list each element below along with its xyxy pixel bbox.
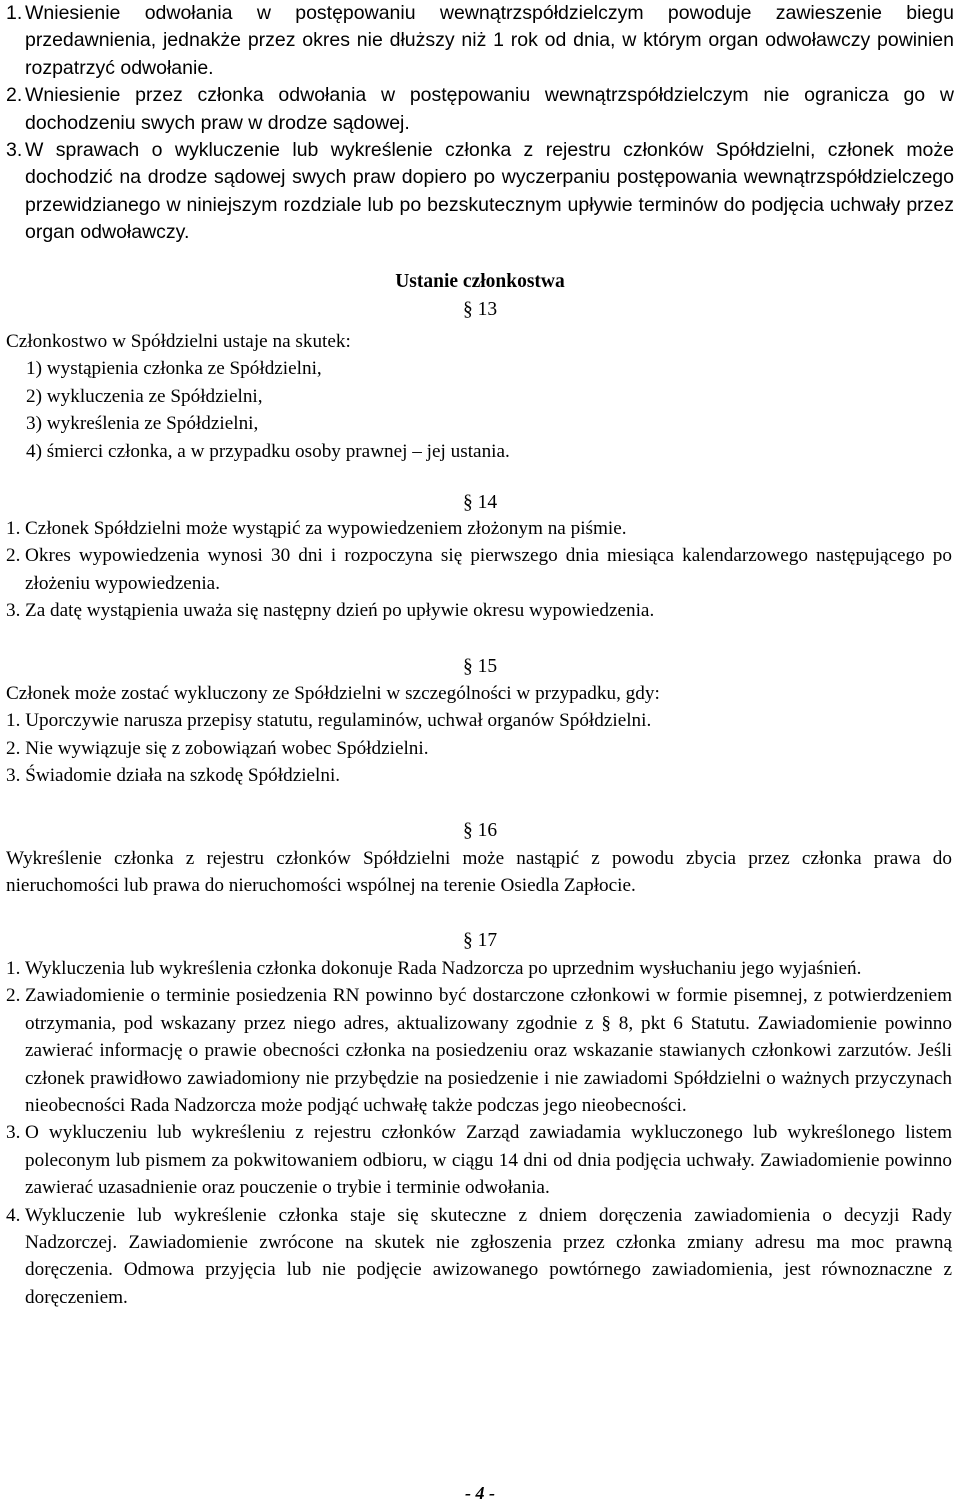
item-number: 3. bbox=[6, 600, 21, 622]
item-text: Wniesienie przez członka odwołania w postępowaniu wewnątrzspółdzielczym nie ogranicza go w dochodzeniu swych praw w drodze sądowej. bbox=[25, 84, 954, 134]
section-12-list bbox=[0, 0, 954, 247]
section-15-body bbox=[6, 680, 952, 790]
section-14-item bbox=[0, 515, 952, 542]
list-item: 2. Nie wywiązuje się z zobowiązań wobec Spółdzielni. bbox=[6, 737, 429, 759]
section-13-body bbox=[6, 328, 952, 465]
section-12-item bbox=[0, 82, 954, 137]
section-16-text: Wykreślenie członka z rejestru członków Spółdzielni może nastąpić z powodu zbycia przez członka prawa do nieruchomości lub prawa do nieruchomości wspólnej na terenie Osiedla Zapłocie. bbox=[6, 848, 952, 897]
list-item: 2) wykluczenia ze Spółdzielni, bbox=[26, 385, 263, 407]
chapter-title: Ustanie członkostwa bbox=[395, 271, 565, 292]
section-17-item bbox=[0, 955, 952, 982]
item-number: 3. bbox=[6, 139, 23, 162]
section-14-list bbox=[0, 515, 952, 625]
item-text: Wykluczenia lub wykreślenia członka dokonuje Rada Nadzorcza po uprzednim wysłuchaniu jego wyjaśnień. bbox=[25, 958, 862, 979]
item-number: 2. bbox=[6, 545, 21, 567]
section-15-label: § 15 bbox=[462, 656, 498, 677]
item-text: Wykluczenie lub wykreślenie członka staje się skuteczne z dniem doręczenia zawiadomienia o decyzji Rady Nadzorczej. Zawiadomienie zwrócone na skutek nie zgłoszenia przez członka zmiany adresu ma moc prawną doręczenia. Odmowa przyjęcia lub nie podjęcie awizowanego powtórnego zawiadomienia, jest równoznaczne z doręczeniem. bbox=[25, 1204, 952, 1308]
item-text: Okres wypowiedzenia wynosi 30 dni i rozpoczyna się pierwszego dnia miesiąca kalendarzowego następującego po złożeniu wypowiedzenia. bbox=[25, 545, 952, 594]
section-12-item bbox=[0, 0, 954, 82]
item-number: 1. bbox=[6, 2, 23, 24]
section-13-label: § 13 bbox=[462, 299, 498, 320]
item-text: W sprawach o wykluczenie lub wykreślenie członka z rejestru członków Spółdzielni, członek może dochodzić na drodze sądowej swych praw dopiero po wyczerpaniu postępowania wewnątrzspółdzielczego przewidzianego w niniejszym rozdziale lub po bezskutecznym upływie terminów do podjęcia uchwały przez organ odwoławczy. bbox=[25, 139, 954, 244]
section-14-item bbox=[0, 542, 952, 597]
item-text: Członek Spółdzielni może wystąpić za wypowiedzeniem złożonym na piśmie. bbox=[25, 518, 627, 539]
page-number: - 4 - bbox=[465, 1483, 495, 1503]
list-item: 3. Świadomie działa na szkodę Spółdzielni. bbox=[6, 765, 341, 787]
section-14-item bbox=[0, 597, 952, 624]
list-item: 4) śmierci członka, a w przypadku osoby prawnej – jej ustania. bbox=[26, 440, 510, 462]
item-number: 4. bbox=[6, 1204, 21, 1226]
item-number: 2. bbox=[6, 985, 21, 1007]
section-17-list bbox=[0, 955, 952, 1311]
item-text: O wykluczeniu lub wykreśleniu z rejestru członków Zarząd zawiadamia wykluczonego lub wykreślonego listem poleconym lub pismem za pokwitowaniem odbioru, w ciągu 14 dni od dnia podjęcia uchwały. Zawiadomienie powinno zawierać uzasadnienie oraz pouczenie o trybie i terminie odwołania. bbox=[25, 1122, 952, 1199]
section-17-item bbox=[0, 1119, 952, 1201]
section-16-label: § 16 bbox=[462, 820, 498, 841]
item-number: 3. bbox=[6, 1122, 21, 1144]
item-text: Wniesienie odwołania w postępowaniu wewnątrzspółdzielczym powoduje zawieszenie biegu przedawnienia, jednakże przez okres nie dłuższy niż 1 rok od dnia, w którym organ odwoławczy powinien rozpatrzyć odwołanie. bbox=[25, 2, 954, 79]
list-item: 1. Uporczywie narusza przepisy statutu, regulaminów, uchwał organów Spółdzielni. bbox=[6, 710, 652, 732]
item-text: Za datę wystąpienia uważa się następny dzień po upływie okresu wypowiedzenia. bbox=[25, 600, 655, 622]
item-number: 1. bbox=[6, 958, 21, 979]
item-text: Zawiadomienie o terminie posiedzenia RN powinno być dostarczone członkowi w formie pisemnej, z potwierdzeniem otrzymania, pod wskazany przez niego adres, aktualizowany zgodnie z § 8, pkt 6 Statutu. Zawiadomienie powinno zawierać informację o prawie obecności członka na posiedzeniu oraz wskazanie stawianych członkowi zarzutów. Jeśli członek prawidłowo zawiadomiony nie przybędzie na posiedzenie i nie zawiadomi Spółdzielni o ważnych przyczynach nieobecności Rada Nadzorcza może podjąć uchwałę także podczas jego nieobecności. bbox=[25, 985, 952, 1117]
item-number: 2. bbox=[6, 84, 23, 107]
section-17-item bbox=[0, 982, 952, 1119]
section-12-item bbox=[0, 137, 954, 247]
section-17-item bbox=[0, 1202, 952, 1312]
section-15-intro: Członek może zostać wykluczony ze Spółdzielni w szczególności w przypadku, gdy: bbox=[6, 683, 660, 704]
section-13-intro: Członkostwo w Spółdzielni ustaje na skutek: bbox=[6, 331, 351, 352]
list-item: 3) wykreślenia ze Spółdzielni, bbox=[26, 413, 259, 435]
list-item: 1) wystąpienia członka ze Spółdzielni, bbox=[26, 358, 322, 380]
section-17-label: § 17 bbox=[462, 930, 498, 951]
item-number: 1. bbox=[6, 518, 21, 539]
section-14-label: § 14 bbox=[462, 492, 498, 513]
